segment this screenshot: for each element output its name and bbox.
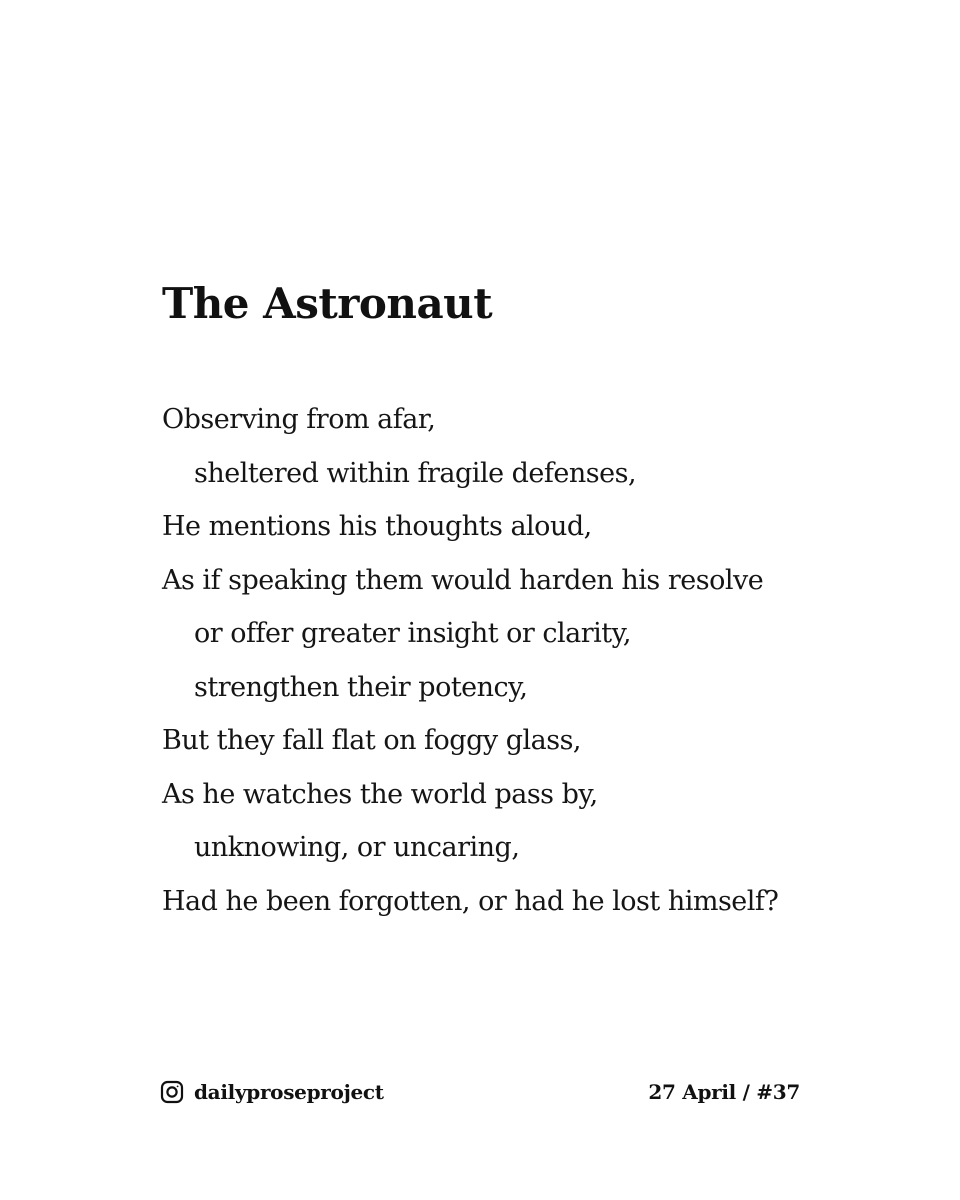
date-issue: 27 April / #37 [648,1080,800,1104]
poem-line: or offer greater insight or clarity, [194,618,631,649]
poem-line: unknowing, or uncaring, [194,832,520,863]
instagram-icon [160,1080,184,1104]
poem-line: sheltered within fragile defenses, [194,457,637,489]
poem-line: Had he been forgotten, or had he lost himself? [162,885,779,917]
poem-line: strengthen their potency, [194,671,528,703]
handle-text: dailyproseproject [194,1080,384,1104]
poem-title: The Astronaut [162,279,493,328]
author-handle [160,1076,384,1108]
poem-body [162,393,882,928]
poem-line: But they fall flat on foggy glass, [162,725,582,756]
poem-line: As if speaking them would harden his resolve [162,564,764,596]
poem-line: He mentions his thoughts aloud, [162,511,592,542]
poem-line: Observing from afar, [162,404,436,435]
poem-line: As he watches the world pass by, [162,778,598,810]
